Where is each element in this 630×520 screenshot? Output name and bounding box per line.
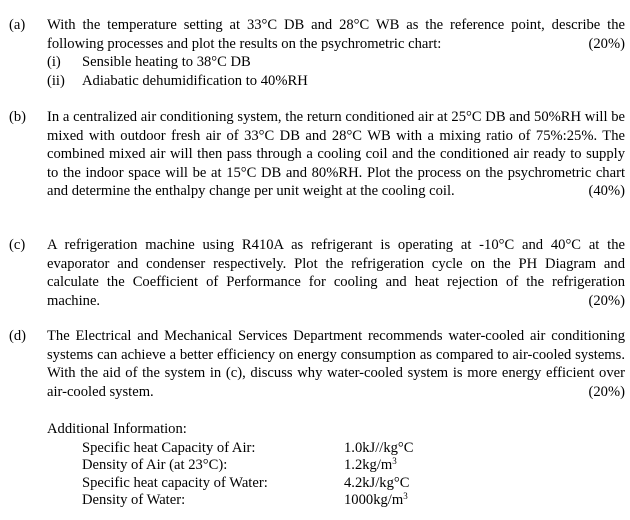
marks: (40%) bbox=[588, 183, 625, 200]
question-c bbox=[9, 236, 625, 310]
additional-info-title: Additional Information: bbox=[47, 421, 187, 437]
question-label: (a) bbox=[9, 17, 26, 33]
info-row: Specific heat capacity of Water: 4.2kJ/kg°C bbox=[82, 474, 410, 491]
info-row: Density of Water: $1000kg/m^3$ bbox=[82, 491, 408, 509]
question-b bbox=[9, 108, 625, 201]
question-a bbox=[9, 16, 625, 90]
question-label: (c) bbox=[9, 237, 26, 253]
additional-info bbox=[47, 420, 607, 510]
sub-item: (ii) Adiabatic dehumidification to 40%RH bbox=[47, 72, 308, 89]
question-label: (d) bbox=[9, 328, 27, 344]
question-text: A refrigeration machine using R410A as refrigerant is operating at -10°C and 40°C at the evaporator and condenser respectively. Plot the refrigeration cycle on the PH Diagram and calculate the Coefficient of Performance for cooling and heat rejection of the refrigeration machine. (20%) bbox=[47, 237, 625, 309]
question-text: With the temperature setting at 33°C DB and 28°C WB as the reference point, describe the following processes and plot the results on the psychrometric chart: (20%) bbox=[47, 17, 625, 52]
marks: (20%) bbox=[588, 383, 625, 400]
marks: (20%) bbox=[588, 35, 625, 52]
info-row: Density of Air (at 23°C): $1.2kg/m^3$ bbox=[82, 456, 397, 474]
marks: (20%) bbox=[588, 292, 625, 309]
sub-item: (i) Sensible heating to 38°C DB bbox=[47, 54, 251, 71]
question-text: The Electrical and Mechanical Services Department recommends water-cooled air conditioning systems can achieve a better efficiency on energy consumption as compared to air-cooled systems. With the aid of the system in (c), discuss why water-cooled system is more energy efficient over air-cooled system. (20%) bbox=[47, 328, 625, 400]
question-d bbox=[9, 327, 625, 401]
question-label: (b) bbox=[9, 109, 27, 125]
question-text: In a centralized air conditioning system, the return conditioned air at 25°C DB and 50%RH will be mixed with outdoor fresh air of 33°C DB and 28°C WB with a mixing ratio of 75%:25%. The combined mixed air will then pass through a cooling coil and the conditioned air ready to supply to the indoor space will be at 15°C DB and 80%RH. Plot the process on the psychrometric chart and determine the enthalpy change per unit weight at the cooling coil. (40%) bbox=[47, 109, 625, 200]
info-row: Specific heat Capacity of Air: 1.0kJ//kg°C bbox=[82, 439, 414, 456]
